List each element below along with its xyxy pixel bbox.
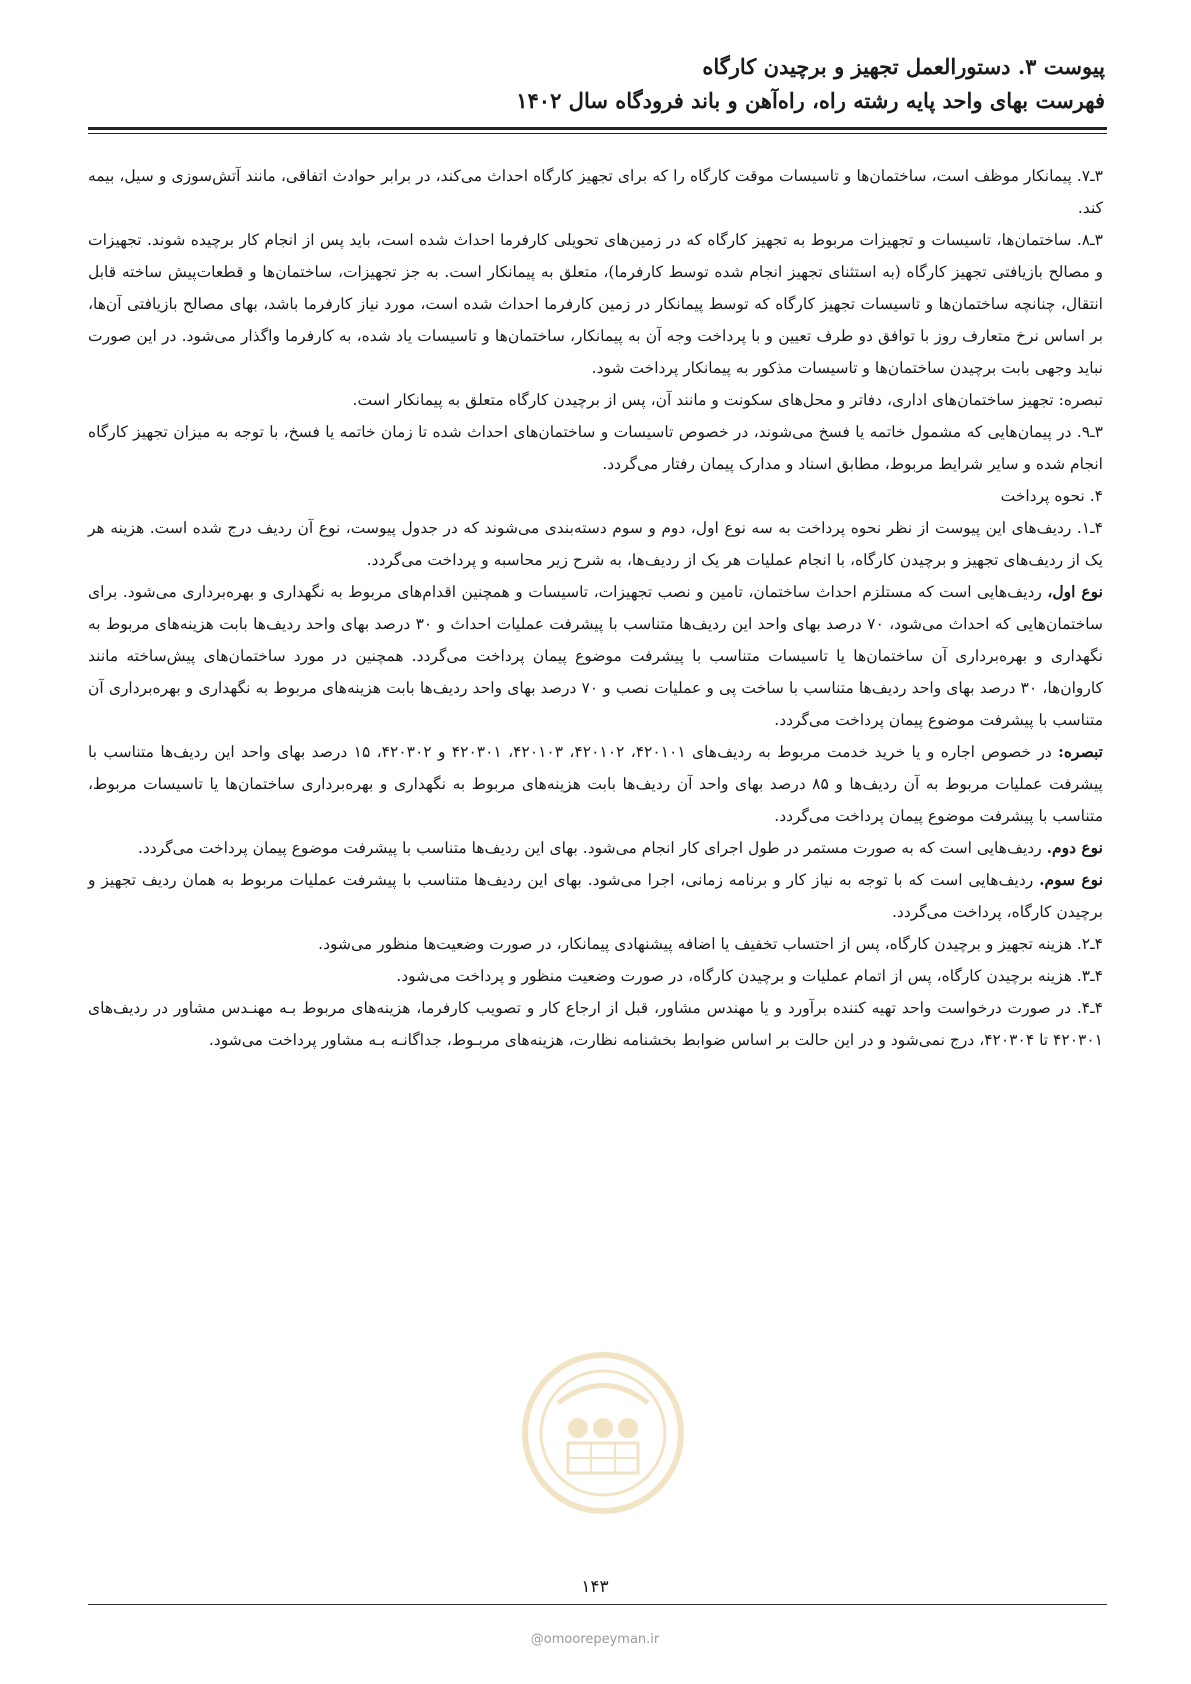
body-text bbox=[88, 160, 1103, 1056]
section-4-heading: ۴. نحوه پرداخت bbox=[1000, 487, 1103, 505]
type-three-label: نوع سوم. bbox=[1039, 870, 1103, 889]
paragraph-4-4: ۴ـ۴. در صورت درخواست واحد تهیه کننده برآورد و یا مهندس مشاور، قبل از ارجاع کار و تصویب کارفرما، هزینه‌های مربوط بـه مهنـدس مشاور در ردیف‌های ۴۲۰۳۰۱ تا ۴۲۰۳۰۴، درج نمی‌شود و در این حالت بر اساس ضوابط بخشنامه نظارت، هزینه‌های مربـوط، جداگانـه بـه مشاور پرداخت می‌شود. bbox=[88, 999, 1103, 1049]
header-subtitle: فهرست بهای واحد پایه رشته راه، راه‌آهن و باند فرودگاه سال ۱۴۰۲ bbox=[516, 88, 1105, 113]
type-one-paragraph bbox=[88, 576, 1103, 736]
footer-divider bbox=[88, 1604, 1107, 1605]
type-three-paragraph bbox=[88, 864, 1103, 928]
header-title: پیوست ۳. دستورالعمل تجهیز و برچیدن کارگاه bbox=[702, 54, 1105, 79]
note-office-buildings: تبصره: تجهیز ساختمان‌های اداری، دفاتر و محل‌های سکونت و مانند آن، پس از برچیدن کارگاه متعلق به پیمانکار است. bbox=[352, 391, 1103, 409]
site-watermark-text: @omoorepeyman.ir bbox=[530, 1632, 660, 1647]
paragraph-4-3: ۴ـ۳. هزینه برچیدن کارگاه، پس از اتمام عملیات و برچیدن کارگاه، در صورت وضعیت منظور و پرداخت می‌شود. bbox=[396, 967, 1103, 985]
page-header bbox=[90, 50, 1105, 118]
page-number: ۱۴۳ bbox=[581, 1577, 609, 1597]
watermark-logo-icon bbox=[518, 1348, 688, 1518]
note-rental-label: تبصره: bbox=[1058, 742, 1103, 761]
note-rental-paragraph bbox=[88, 736, 1103, 832]
type-three-text: ردیف‌هایی است که با توجه به نیاز کار و برنامه زمانی، اجرا می‌شود. بهای این ردیف‌ها متناسب با پیشرفت عملیات مربوط به همان ردیف تجهیز و برچیدن کارگاه، پرداخت می‌گردد. bbox=[88, 871, 1103, 921]
type-two-label: نوع دوم. bbox=[1046, 838, 1103, 857]
header-divider-thin bbox=[88, 133, 1107, 134]
paragraph-4-2: ۴ـ۲. هزینه تجهیز و برچیدن کارگاه، پس از احتساب تخفیف یا اضافه پیشنهادی پیمانکار، در صورت وضعیت‌ها منظور می‌شود. bbox=[318, 935, 1103, 953]
type-one-text: ردیف‌هایی است که مستلزم احداث ساختمان، تامین و نصب تجهیزات، تاسیسات و همچنین اقدام‌های مربوط به نگهداری و بهره‌برداری می‌شود. برای ساختمان‌هایی که احداث می‌شود، ۷۰ درصد بهای واحد این ردیف‌ها متناسب با پیشرفت عملیات احداث و ۳۰ درصد بهای واحد ردیف‌ها بابت هزینه‌های مربوط به نگهداری و بهره‌برداری آن ساختمان‌ها یا تاسیسات متناسب با پیشرفت موضوع پیمان پرداخت می‌گردد. همچنین در مورد ساختمان‌های پیش‌ساخته مانند کاروان‌ها، ۳۰ درصد بهای واحد ردیف‌ها متناسب با ساخت پی و عملیات نصب و ۷۰ درصد بهای واحد ردیف‌ها بابت هزینه‌های مربوط به نگهداری و بهره‌برداری آن متناسب با پیشرفت موضوع پیمان پرداخت می‌گردد. bbox=[88, 583, 1104, 729]
note-rental-text: در خصوص اجاره و یا خرید خدمت مربوط به ردیف‌های ۴۲۰۱۰۱، ۴۲۰۱۰۲، ۴۲۰۱۰۳، ۴۲۰۳۰۱ و ۴۲۰۳۰۲، ۱۵ درصد بهای واحد این ردیف‌ها متناسب با پیشرفت عملیات مربوط به آن ردیف‌ها و ۸۵ درصد بهای واحد آن ردیف‌ها بابت هزینه‌های مربوط به نگهداری و بهره‌برداری ساختمان‌ها یا تاسیسات مربوط، متناسب با پیشرفت موضوع پیمان پرداخت می‌گردد. bbox=[88, 743, 1103, 825]
header-divider-thick bbox=[88, 127, 1107, 130]
paragraph-3-9: ۳ـ۹. در پیمان‌هایی که مشمول خاتمه یا فسخ می‌شوند، در خصوص تاسیسات و ساختمان‌های احداث شده تا زمان خاتمه یا فسخ، با توجه به میزان تجهیز کارگاه انجام شده و سایر شرایط مربوط، مطابق اسناد و مدارک پیمان رفتار می‌گردد. bbox=[88, 423, 1103, 473]
type-two-text: ردیف‌هایی است که به صورت مستمر در طول اجرای کار انجام می‌شود. بهای این ردیف‌ها متناسب با پیشرفت موضوع پیمان پرداخت می‌گردد. bbox=[137, 839, 1047, 857]
type-one-label: نوع اول، bbox=[1047, 582, 1103, 601]
paragraph-3-7: ۳ـ۷. پیمانکار موظف است، ساختمان‌ها و تاسیسات موقت کارگاه را که برای تجهیز کارگاه احداث می‌کند، در برابر حوادث اتفاقی، مانند آتش‌سوزی و سیل، بیمه کند. bbox=[88, 167, 1103, 217]
paragraph-3-8: ۳ـ۸. ساختمان‌ها، تاسیسات و تجهیزات مربوط به تجهیز کارگاه که در زمین‌های تحویلی کارفرما احداث شده است، باید پس از انجام کار برچیده شوند. تجهیزات و مصالح بازیافتی تجهیز کارگاه (به استثنای تجهیز انجام شده توسط کارفرما)، متعلق به پیمانکار است. به جز تجهیزات، ساختمان‌ها و قطعات‌پیش ساخته قابل انتقال، چنانچه ساختمان‌ها و تاسیسات تجهیز کارگاه که توسط پیمانکار در زمین کارفرما احداث شده است، مورد نیاز کارفرما باشد، بهای مصالح بازیافتی آن‌ها، بر اساس نرخ متعارف روز با توافق دو طرف تعیین و با پرداخت وجه آن به پیمانکار، ساختمان‌ها و تاسیسات یاد شده، به کارفرما واگذار می‌شود. در این صورت نباید وجهی بابت برچیدن ساختمان‌ها و تاسیسات مذکور به پیمانکار پرداخت شود. bbox=[88, 231, 1103, 377]
paragraph-4-1: ۴ـ۱. ردیف‌های این پیوست از نظر نحوه پرداخت به سه نوع اول، دوم و سوم دسته‌بندی می‌شوند که در جدول پیوست، نوع آن ردیف درج شده است. هزینه هر یک از ردیف‌های تجهیز و برچیدن کارگاه، با انجام عملیات هر یک از ردیف‌ها، به شرح زیر محاسبه و پرداخت می‌گردد. bbox=[88, 519, 1103, 569]
type-two-paragraph bbox=[88, 832, 1103, 864]
